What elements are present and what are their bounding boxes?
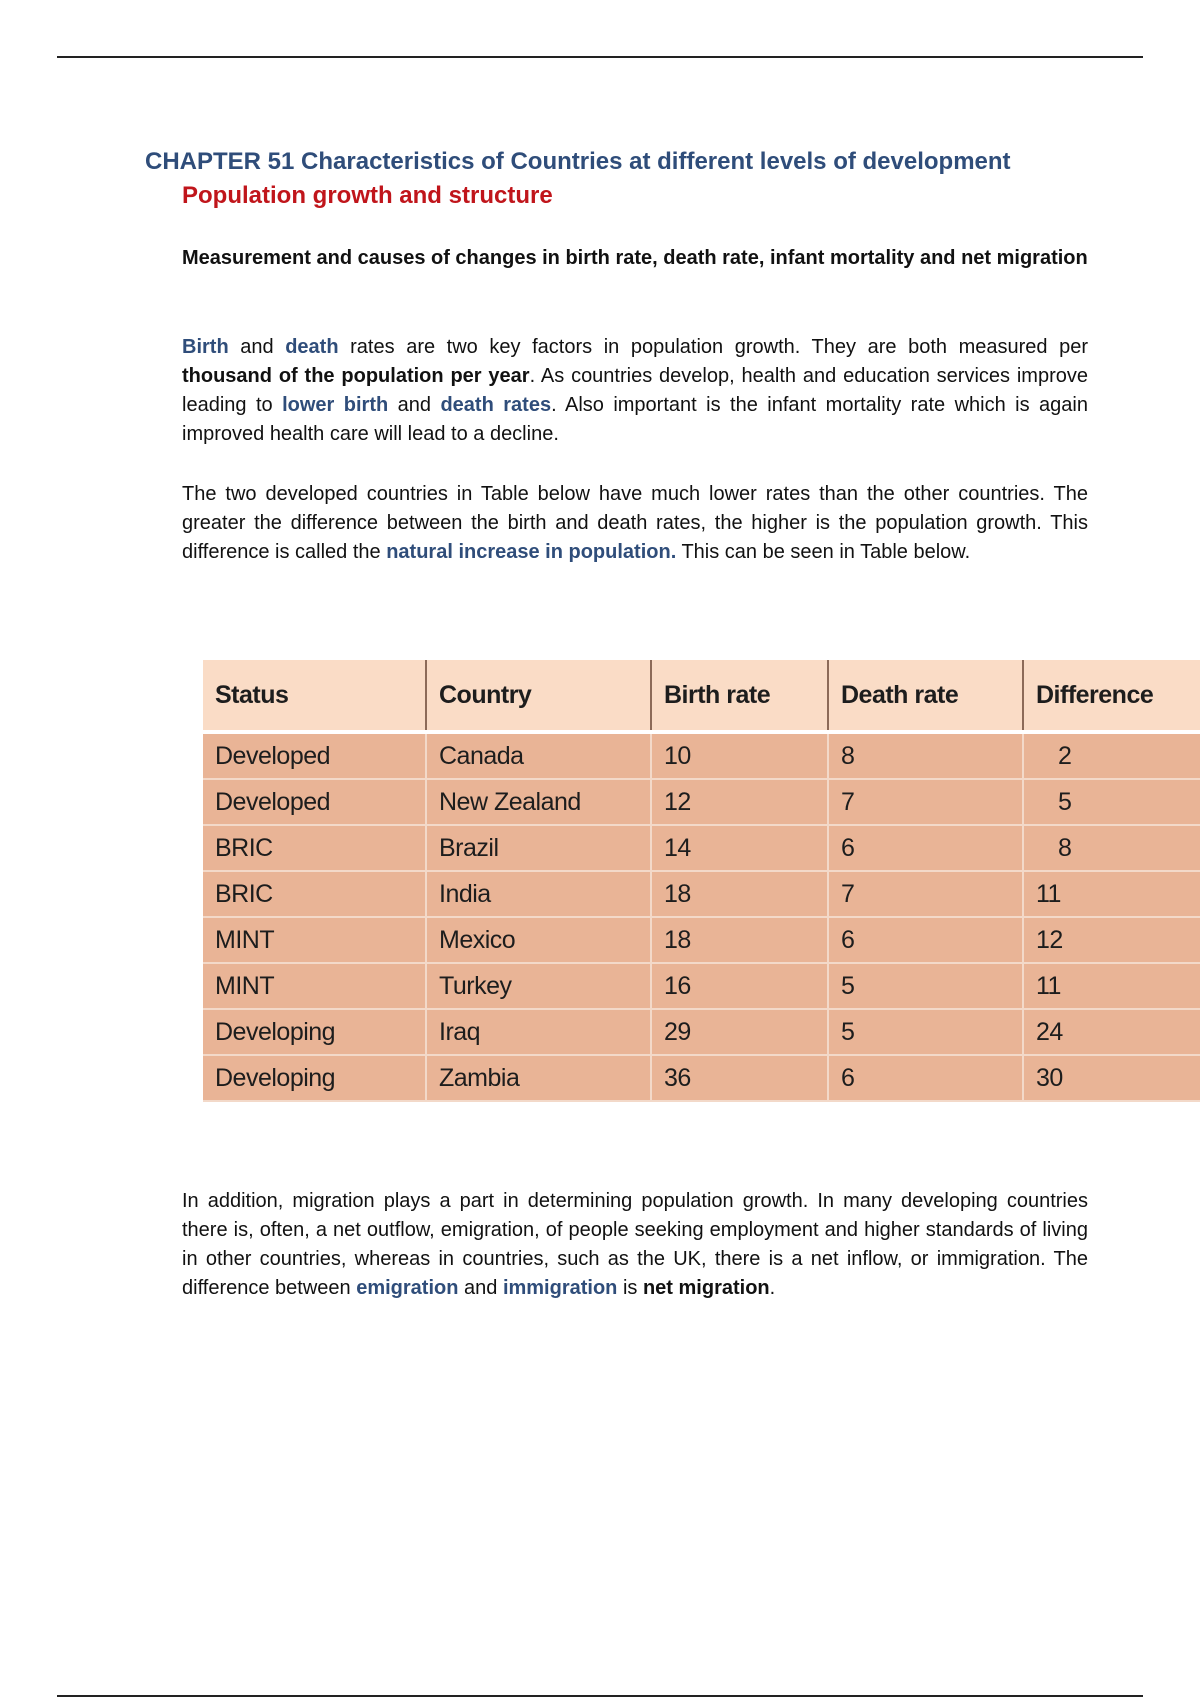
paragraph-migration [182, 1187, 1088, 1303]
header-death-rate: Death rate [828, 660, 1023, 732]
text-segment: The two developed countries in Table below have much lower rates than the other countries. The greater the difference between the birth and death rates, the higher is the population growth. This difference is called the [182, 483, 1088, 563]
cell-birth-rate: 29 [651, 1009, 828, 1055]
cell-difference: 30 [1023, 1055, 1200, 1101]
cell-status: Developed [203, 732, 426, 779]
header-birth-rate: Birth rate [651, 660, 828, 732]
header-difference: Difference [1023, 660, 1200, 732]
highlight-emigration: emigration [356, 1277, 459, 1299]
cell-death-rate: 6 [828, 1055, 1023, 1101]
table-row [203, 1009, 1200, 1055]
cell-death-rate: 6 [828, 917, 1023, 963]
cell-birth-rate: 14 [651, 825, 828, 871]
cell-status: BRIC [203, 871, 426, 917]
table-row [203, 779, 1200, 825]
table-row [203, 1055, 1200, 1101]
text-segment: . [769, 1277, 776, 1299]
highlight-death-rates: death rates [440, 394, 552, 416]
cell-status: Developed [203, 779, 426, 825]
cell-death-rate: 7 [828, 871, 1023, 917]
cell-country: Canada [426, 732, 651, 779]
cell-difference: 2 [1023, 732, 1200, 779]
cell-death-rate: 6 [828, 825, 1023, 871]
highlight-lower-birth: lower birth [282, 394, 389, 416]
cell-birth-rate: 18 [651, 871, 828, 917]
cell-difference: 11 [1023, 963, 1200, 1009]
chapter-title: CHAPTER 51 Characteristics of Countries at different levels of development [145, 148, 1011, 175]
header-status: Status [203, 660, 426, 732]
bold-net-migration: net migration [642, 1277, 770, 1299]
cell-country: India [426, 871, 651, 917]
text-segment: and [458, 1277, 503, 1299]
cell-birth-rate: 12 [651, 779, 828, 825]
text-segment: In addition, migration plays a part in determining population growth. In many developing countries there is, often, a net outflow, emigration, of people seeking employment and higher standards of living in other countries, whereas in countries, such as the UK, there is a net inflow, or immigration. The difference between [182, 1190, 1088, 1299]
cell-death-rate: 7 [828, 779, 1023, 825]
cell-death-rate: 5 [828, 1009, 1023, 1055]
cell-difference: 11 [1023, 871, 1200, 917]
text-segment: . As countries develop, health and education services improve leading to [182, 365, 1088, 416]
cell-birth-rate: 36 [651, 1055, 828, 1101]
table-row [203, 963, 1200, 1009]
section-title: Population growth and structure [182, 182, 553, 209]
cell-birth-rate: 16 [651, 963, 828, 1009]
text-segment: This can be seen in Table below. [676, 541, 971, 563]
cell-difference: 12 [1023, 917, 1200, 963]
table-row [203, 825, 1200, 871]
highlight-death: death [285, 336, 339, 358]
cell-country: Mexico [426, 917, 651, 963]
cell-difference: 5 [1023, 779, 1200, 825]
highlight-immigration: immigration [502, 1277, 618, 1299]
text-segment: and [388, 394, 441, 416]
header-country: Country [426, 660, 651, 732]
subheading: Measurement and causes of changes in birth rate, death rate, infant mortality and net migration [182, 247, 1088, 269]
table-row [203, 871, 1200, 917]
text-segment: rates are two key factors in population growth. They are both measured per [338, 336, 1089, 358]
cell-difference: 8 [1023, 825, 1200, 871]
table-row [203, 732, 1200, 779]
cell-difference: 24 [1023, 1009, 1200, 1055]
cell-status: MINT [203, 963, 426, 1009]
cell-country: Iraq [426, 1009, 651, 1055]
top-rule [57, 56, 1143, 58]
cell-status: BRIC [203, 825, 426, 871]
text-segment: . Also important is the infant mortality rate which is again improved health care will lead to a decline. [182, 394, 1088, 445]
paragraph-birth-death [182, 333, 1088, 449]
cell-birth-rate: 18 [651, 917, 828, 963]
cell-status: Developing [203, 1009, 426, 1055]
highlight-birth: Birth [182, 336, 229, 358]
bottom-rule [57, 1695, 1143, 1697]
cell-status: Developing [203, 1055, 426, 1101]
text-segment: is [617, 1277, 643, 1299]
text-segment: and [228, 336, 286, 358]
cell-status: MINT [203, 917, 426, 963]
highlight-natural-increase: natural increase in population. [386, 541, 677, 563]
cell-country: Brazil [426, 825, 651, 871]
table-header-row [203, 660, 1200, 732]
cell-birth-rate: 10 [651, 732, 828, 779]
paragraph-natural-increase [182, 480, 1088, 567]
cell-country: Zambia [426, 1055, 651, 1101]
bold-thousand-per-year: thousand of the population per year [182, 365, 530, 387]
cell-country: New Zealand [426, 779, 651, 825]
birth-death-rate-table [203, 660, 1200, 1102]
cell-death-rate: 5 [828, 963, 1023, 1009]
table-row [203, 917, 1200, 963]
cell-death-rate: 8 [828, 732, 1023, 779]
cell-country: Turkey [426, 963, 651, 1009]
